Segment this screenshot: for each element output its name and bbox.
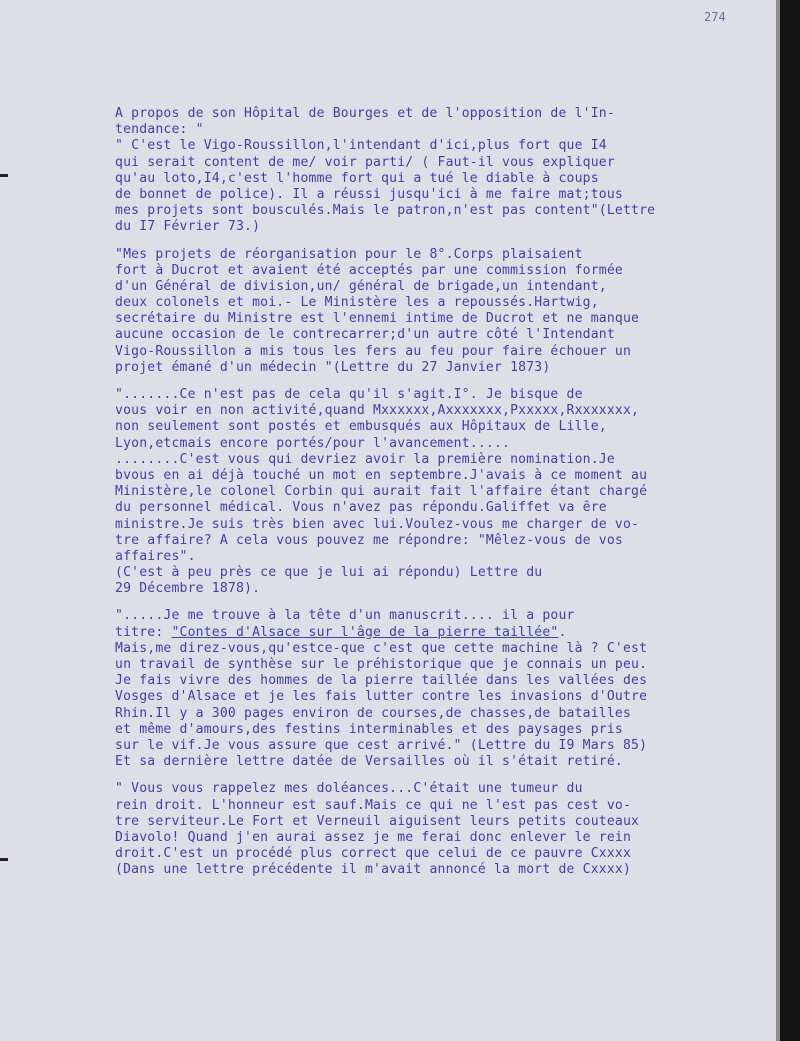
text-line: Mais,me direz-vous,qu'estce-que c'est que cette machine là ? C'est: [115, 640, 648, 656]
text-line: et même d'amours,des festins interminables et des paysages pris: [115, 721, 623, 737]
text-line: " C'est le Vigo-Roussillon,l'intendant d'ici,plus fort que I4: [115, 138, 607, 154]
text-line: ".....Je me trouve à la tête d'un manuscrit.... il a pour: [115, 608, 575, 624]
text-line: fort à Ducrot et avaient été acceptés par une commission formée: [115, 262, 623, 278]
text-line: vous voir en non activité,quand Mxxxxxx,Axxxxxxx,Pxxxxx,Rxxxxxxx,: [115, 403, 640, 419]
paragraph-reorganisation: [115, 247, 780, 377]
paragraph-non-activite: [115, 387, 780, 597]
text-line: rein droit. L'honneur est sauf.Mais ce qui ne l'est pas cest vo-: [115, 797, 632, 813]
text-line: (C'est à peu près ce que je lui ai répondu) Lettre du: [115, 565, 543, 581]
title-prefix: titre:: [115, 624, 172, 640]
text-line: Et sa dernière lettre datée de Versailles où il s'était retiré.: [115, 754, 623, 770]
text-line: Je fais vivre des hommes de la pierre taillée dans les vallées des: [115, 673, 648, 689]
text-line: Vosges d'Alsace et je les fais lutter contre les invasions d'Outre: [115, 689, 648, 705]
text-line: projet émané d'un médecin "(Lettre du 27 Janvier 1873): [115, 359, 551, 375]
text-line: du personnel médical. Vous n'avez pas répondu.Galiffet va ȇre: [115, 500, 607, 516]
text-line: qu'au loto,I4,c'est l'homme fort qui a tué le diable à coups: [115, 170, 599, 186]
paragraph-gap: [115, 236, 780, 247]
text-line: bvous en ai déjà touché un mot en septembre.J'avais à ce moment au: [115, 467, 648, 483]
text-line: Ministère,le colonel Corbin qui aurait fait l'affaire étant chargé: [115, 484, 648, 500]
text-line: sur le vif.Je vous assure que cest arrivé." (Lettre du I9 Mars 85): [115, 737, 648, 753]
text-line: non seulement sont postés et embusqués aux Hôpitaux de Lille,: [115, 419, 607, 435]
title-line: [115, 625, 780, 641]
text-line: tre serviteur.Le Fort et Verneuil aiguisent leurs petits couteaux: [115, 813, 640, 829]
paragraph-bourges: [115, 106, 780, 236]
text-line: tendance: ": [115, 122, 204, 138]
text-line: (Dans une lettre précédente il m'avait annoncé la mort de Cxxxx): [115, 862, 632, 878]
paragraph-manuscrit: [115, 608, 780, 770]
paragraph-gap: [115, 376, 780, 387]
typed-letter-text: [115, 106, 780, 1026]
text-line: Rhin.Il y a 300 pages environ de courses,de chasses,de batailles: [115, 705, 632, 721]
binding-hole-mark: [0, 858, 8, 861]
text-line: de bonnet de police). Il a réussi jusqu'ici à me faire mat;tous: [115, 186, 623, 202]
text-line: mes projets sont bousculés.Mais le patron,n'est pas content"(Lettre: [115, 203, 656, 219]
paragraph-gap: [115, 770, 780, 781]
text-line: A propos de son Hôpital de Bourges et de l'opposition de l'In-: [115, 106, 615, 121]
paragraph-doleances: [115, 781, 780, 878]
text-line: affaires".: [115, 548, 196, 564]
page-number: 274: [704, 10, 726, 24]
text-line: " Vous vous rappelez mes doléances...C'était une tumeur du: [115, 781, 583, 797]
text-line: Lyon,etcmais encore portés/pour l'avancement.....: [115, 435, 511, 451]
text-line: ........C'est vous qui devriez avoir la première nomination.Je: [115, 451, 615, 467]
text-line: un travail de synthèse sur le préhistorique que je connais un peu.: [115, 657, 648, 672]
text-line: qui serait content de me/ voir parti/ ( Faut-il vous expliquer: [115, 154, 615, 170]
text-line: droit.C'est un procédé plus correct que celui de ce pauvre Cxxxx: [115, 846, 632, 862]
page-edge-shadow: [776, 0, 780, 1041]
text-line: secrétaire du Ministre est l'ennemi intime de Ducrot et ne manque: [115, 311, 640, 327]
text-line: ".......Ce n'est pas de cela qu'il s'agit.I°. Je bisque de: [115, 387, 583, 402]
binding-hole-mark: [0, 174, 8, 177]
text-line: Vigo-Roussillon a mis tous les fers au feu pour faire échouer un: [115, 343, 632, 359]
text-line: 29 Décembre 1878).: [115, 581, 261, 597]
title-suffix: .: [558, 624, 567, 640]
text-line: Diavolo! Quand j'en aurai assez je me ferai donc enlever le rein: [115, 829, 632, 845]
text-line: "Mes projets de réorganisation pour le 8°.Corps plaisaient: [115, 246, 583, 262]
text-line: du I7 Février 73.): [115, 219, 261, 235]
text-line: d'un Général de division,un/ général de brigade,un intendant,: [115, 278, 607, 294]
text-line: deux colonels et moi.- Le Ministère les a repoussés.Hartwig,: [115, 295, 599, 311]
text-line: aucune occasion de le contrecarrer;d'un autre côté l'Intendant: [115, 327, 615, 343]
manuscript-title: "Contes d'Alsace sur l'âge de la pierre taillée": [171, 624, 559, 640]
paragraph-gap: [115, 597, 780, 608]
text-line: ministre.Je suis très bien avec lui.Voulez-vous me charger de vo-: [115, 516, 640, 532]
text-line: tre affaire? A cela vous pouvez me répondre: "Mêlez-vous de vos: [115, 532, 623, 548]
